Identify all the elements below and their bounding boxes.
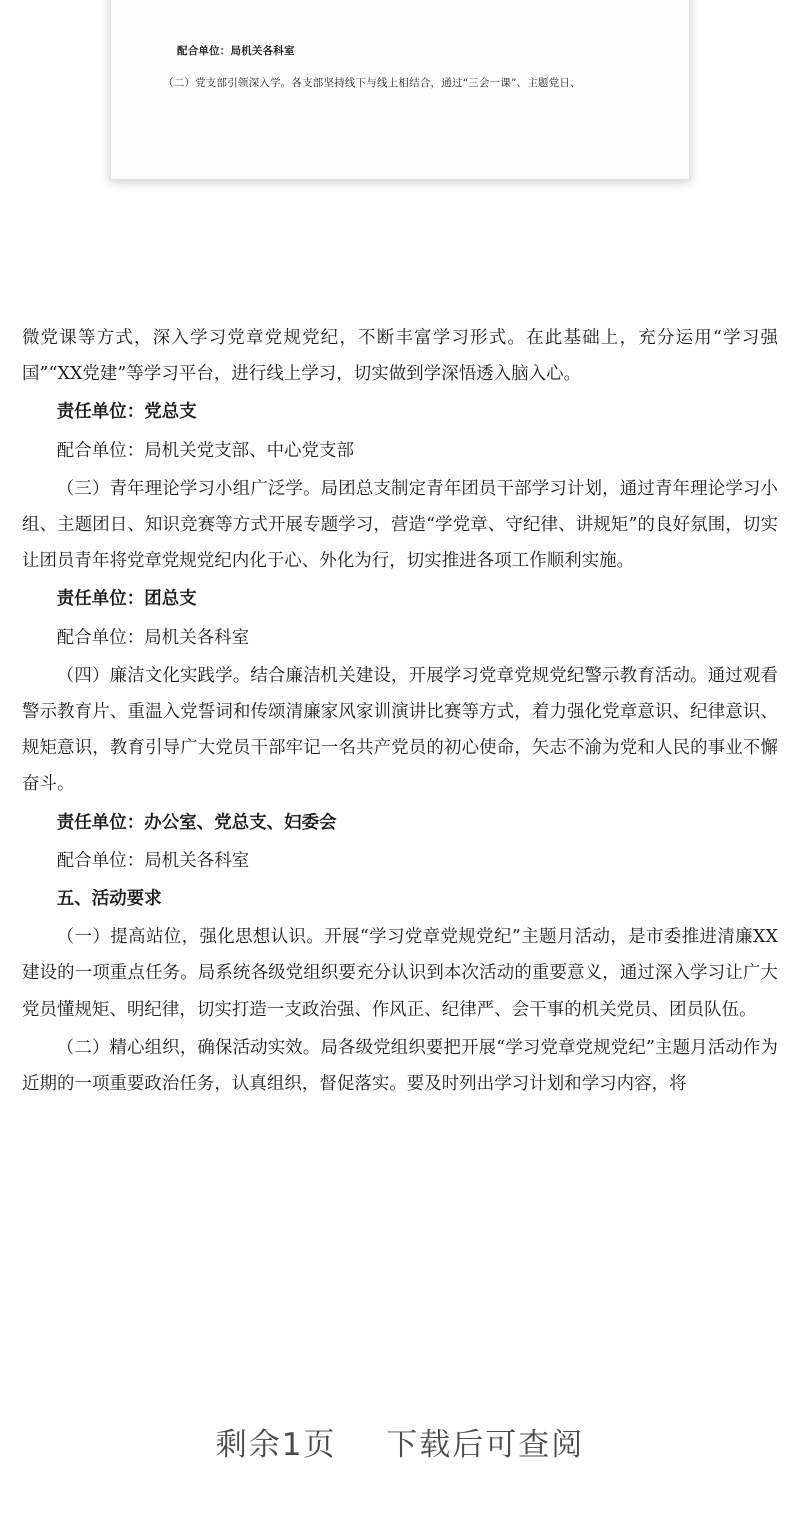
download-prompt[interactable] [0, 1419, 800, 1464]
paragraph-requirement-one: （一）提高站位，强化思想认识。开展“学习党章党规党纪”主题月活动，是市委推进清廉XX建设的一项重点任务。局系统各级党组织要充分认识到本次活动的重要意义，通过深入学习让广大党员懂规矩、明纪律，切实打造一支政治强、作风正、纪律严、会干事的机关党员、团员队伍。 [22, 927, 778, 1020]
paragraph-support-unit-1: 配合单位：局机关党支部、中心党支部 [56, 440, 355, 461]
paragraph-requirement-two: （二）精心组织，确保活动实效。局各级党组织要把开展“学习党章党规党纪”主题月活动作为近期的一项重要政治任务，认真组织，督促落实。要及时列出学习计划和学习内容，将 [22, 1037, 778, 1095]
download-hint-label: 下载后可查阅 [386, 1427, 585, 1463]
paragraph-support-unit-2: 配合单位：局机关各科室 [56, 627, 250, 648]
paragraph-duty-unit-3: 责任单位：办公室、党总支、妇委会 [56, 812, 337, 833]
previous-page-sheet [110, 0, 690, 180]
remaining-pages-label: 剩余1页 [215, 1427, 337, 1463]
paragraph-duty-unit-2: 责任单位：团总支 [56, 589, 197, 610]
paragraph-duty-unit-1: 责任单位：党总支 [56, 402, 197, 423]
previous-page-line-1: 配合单位：局机关各科室 [177, 45, 295, 57]
paragraph-support-unit-3: 配合单位：局机关各科室 [56, 850, 250, 871]
paragraph-item-four: （四）廉洁文化实践学。结合廉洁机关建设，开展学习党章党规党纪警示教育活动。通过观看警示教育片、重温入党誓词和传颂清廉家风家训演讲比赛等方式，着力强化党章意识、纪律意识、规矩意识，教育引导广大党员干部牢记一名共产党员的初心使命，矢志不渝为党和人民的事业不懈奋斗。 [22, 665, 778, 795]
section-heading-five: 五、活动要求 [56, 889, 162, 910]
paragraph-item-three: （三）青年理论学习小组广泛学。局团总支制定青年团员干部学习计划，通过青年理论学习小组、主题团日、知识竞赛等方式开展专题学习，营造“学党章、守纪律、讲规矩”的良好氛围，切实让团员青年将党章党规党纪内化于心、外化为行，切实推进各项工作顺利实施。 [22, 478, 778, 572]
paragraph-continued: 微党课等方式，深入学习党章党规党纪，不断丰富学习形式。在此基础上，充分运用“学习强国”“XX党建”等学习平台，进行线上学习，切实做到学深悟透入脑入心。 [22, 328, 778, 385]
document-page [0, 200, 800, 1102]
previous-page-line-2: （二）党支部引领深入学。各支部坚持线下与线上相结合，通过“三会一课”、主题党日、 [163, 77, 581, 89]
previous-page-preview [0, 0, 800, 200]
